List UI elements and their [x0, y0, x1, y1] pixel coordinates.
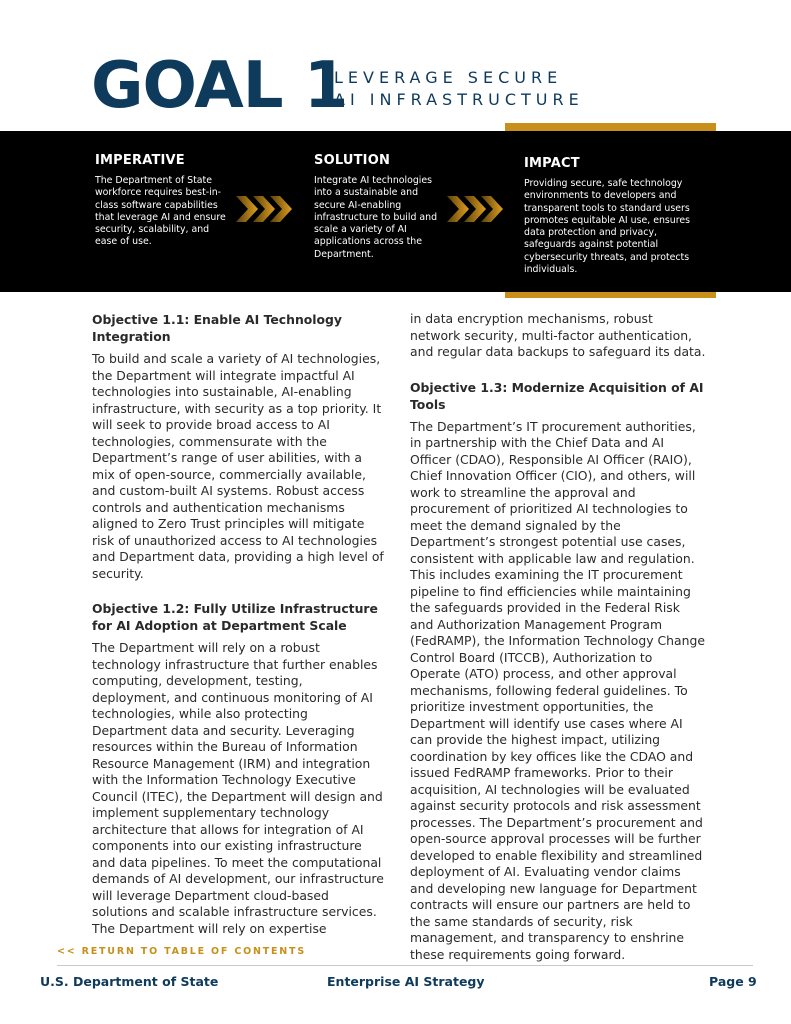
objective-1-2-text-continued: in data encryption mechanisms, robust network security, multi-factor authentication, and regular data backups to safeguard its data.	[410, 311, 706, 359]
footer-department: U.S. Department of State	[40, 974, 219, 989]
footer-page-number: Page 9	[709, 974, 757, 989]
right-text-column	[410, 311, 706, 963]
objective-1-3-text: The Department’s IT procurement authorities, in partnership with the Chief Data and AI Officer (CDAO), Responsible AI Officer (RAIO), Chief Innovation Officer (CIO), and others, will work to streamline the approval and procurement of prioritized AI technologies to meet the demand signaled by the Department’s strongest potential use cases, consistent with applicable law and regulation. This includes examining the IT procurement pipeline to find efficiencies while maintaining the safeguards provided in the Federal Risk and Authorization Management Program (FedRAMP), the Information Technology Change Control Board (ITCCB), Authorization to Operate (ATO) process, and other approval mechanisms, following federal guidelines. To prioritize investment opportunities, the Department will identify use cases where AI can provide the highest impact, utilizing coordination by key offices like the CDAO and issued FedRAMP frameworks. Prior to their acquisition, AI technologies will be evaluated against security protocols and risk assessment processes. The Department’s procurement and open-source approval processes will be further developed to enable flexibility and streamlined deployment of AI. Evaluating vendor claims and developing new language for Department contracts will ensure our partners are held to the same standards of security, risk management, and transparency to enshrine these requirements going forward.	[410, 418, 705, 962]
goal-subtitle-line-2: AI INFRASTRUCTURE	[334, 89, 584, 109]
objective-1-2-text: The Department will rely on a robust technology infrastructure that further enables computing, development, testing, deployment, and continuous monitoring of AI technologies, while also protecting Department data and security. Leveraging resources within the Bureau of Information Resource Management (IRM) and integration with the Information Technology Executive Council (ITEC), the Department will design and implement supplementary technology architecture that allows for integration of AI components into our existing infrastructure and data pipelines. To meet the computational demands of AI development, our infrastructure will leverage Department cloud-based solutions and scalable infrastructure services. The Department will rely on expertise	[92, 640, 384, 936]
objective-1-3-heading: Objective 1.3: Modernize Acquisition of AI Tools	[410, 379, 704, 412]
imperative-heading: IMPERATIVE	[95, 153, 185, 168]
impact-text: Providing secure, safe technology environments to developers and transparent tools to standard users promotes equitable AI use, ensures data protection and privacy, safeguards against potential cybersecurity threats, and protects individuals.	[524, 178, 691, 276]
objective-1-1-heading: Objective 1.1: Enable AI Technology Integration	[92, 312, 342, 344]
solution-text: Integrate AI technologies into a sustainable and secure AI-enabling infrastructure to build and scale a variety of AI applications across the Department.	[314, 175, 438, 260]
solution-heading: SOLUTION	[314, 153, 391, 168]
impact-accent-bar-bottom	[505, 292, 716, 298]
goal-subtitle	[334, 67, 584, 110]
chevron-arrows-icon	[447, 195, 511, 223]
imperative-column	[95, 153, 233, 249]
solution-column	[314, 153, 442, 261]
return-to-toc-link[interactable]: << RETURN TO TABLE OF CONTENTS	[57, 946, 306, 957]
impact-heading: IMPACT	[524, 156, 580, 171]
chevron-arrows-icon	[236, 195, 300, 223]
objective-1-2-heading: Objective 1.2: Fully Utilize Infrastructure for AI Adoption at Department Scale	[92, 601, 378, 633]
goal-subtitle-line-1: LEVERAGE SECURE	[334, 68, 563, 87]
footer-document-title: Enterprise AI Strategy	[327, 974, 485, 989]
objective-1-1-text: To build and scale a variety of AI technologies, the Department will integrate impactful AI technologies into sustainable, AI-enabling infrastructure, with security as a top priority. It will seek to provide broad access to AI technologies, commensurate with the Department’s range of user abilities, with a mix of open-source, commercially available, and custom-built AI systems. Robust access controls and authentication mechanisms aligned to Zero Trust principles will mitigate risk of unauthorized access to AI technologies and Department data, providing a high level of security.	[92, 351, 384, 581]
impact-accent-bar-top	[505, 123, 716, 131]
goal-title: GOAL 1	[91, 49, 348, 123]
left-text-column	[92, 311, 384, 955]
footer-divider	[57, 965, 753, 966]
imperative-text: The Department of State workforce requires best-in-class software capabilities that leverage AI and ensure security, scalability, and ease of use.	[95, 175, 226, 248]
impact-column	[524, 156, 704, 276]
